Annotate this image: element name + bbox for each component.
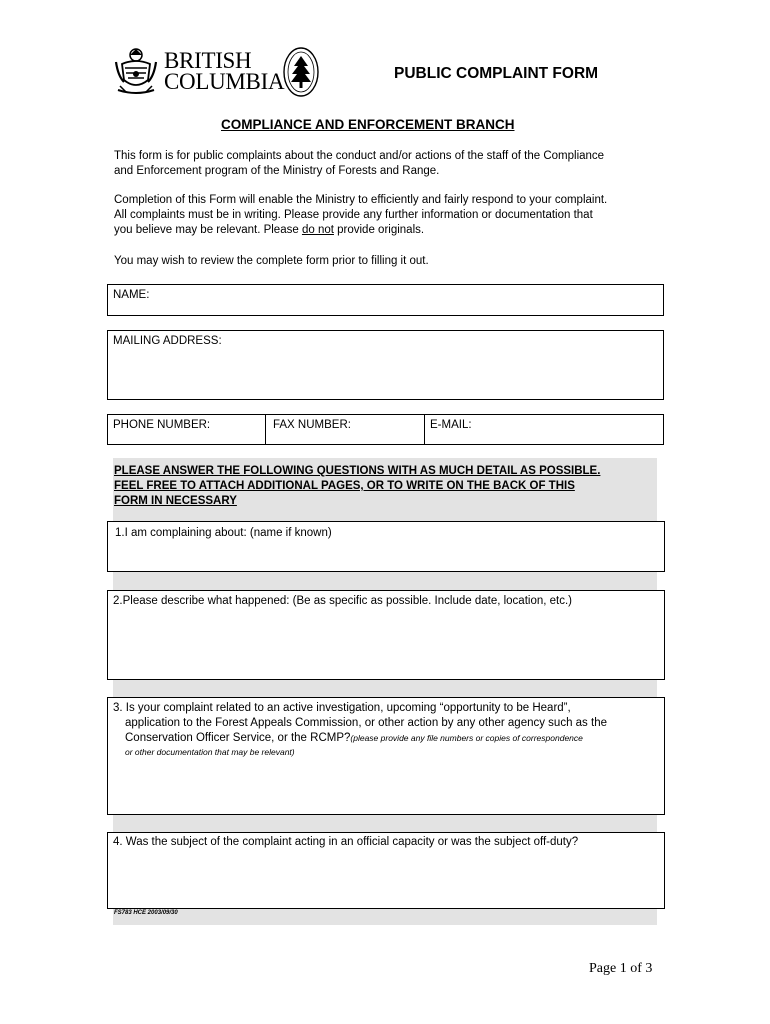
intro-p2-line3-c: provide originals. xyxy=(333,224,425,236)
question-4-label: 4. Was the subject of the complaint acting in an official capacity or was the subject off-duty? xyxy=(113,836,579,848)
intro-p2-line2: All complaints must be in writing. Please provide any further information or documentation that xyxy=(114,209,593,221)
question-2-label: 2.Please describe what happened: (Be as specific as possible. Include date, location, etc.) xyxy=(113,595,572,607)
instructions-line1: PLEASE ANSWER THE FOLLOWING QUESTIONS WITH AS MUCH DETAIL AS POSSIBLE. xyxy=(114,465,601,477)
fax-number-label: FAX NUMBER: xyxy=(273,419,351,431)
intro-paragraph-2 xyxy=(114,193,607,238)
form-code: FS783 HCE 2003/09/30 xyxy=(114,910,178,916)
do-not-emphasis: do not xyxy=(301,224,334,236)
phone-number-field[interactable] xyxy=(107,414,266,445)
mailing-address-field[interactable] xyxy=(107,330,664,400)
intro-p2-line3 xyxy=(114,223,607,238)
intro-p2-line1: Completion of this Form will enable the Ministry to efficiently and fairly respond to your complaint. xyxy=(114,194,608,206)
question-3-note-line2: or other documentation that may be relevant) xyxy=(125,747,295,757)
bc-logo-text xyxy=(164,50,284,92)
question-1-field[interactable] xyxy=(107,521,665,572)
form-title: PUBLIC COMPLAINT FORM xyxy=(394,65,599,82)
email-label: E-MAIL: xyxy=(430,419,472,431)
intro-paragraph-1 xyxy=(114,149,604,179)
intro-p2-line3-a: you believe may be relevant. Please xyxy=(114,224,302,236)
question-3-line3 xyxy=(113,731,607,746)
question-3-note-line1: (please provide any file numbers or copies of correspondence xyxy=(350,733,583,743)
ministry-seal-icon xyxy=(282,46,320,98)
email-field[interactable] xyxy=(424,414,664,445)
logo-line-1: BRITISH xyxy=(164,48,252,73)
name-label: NAME: xyxy=(113,289,150,301)
question-3-line3-text: Conservation Officer Service, or the RCMP? xyxy=(125,732,351,744)
question-3-line1: 3. Is your complaint related to an active investigation, upcoming “opportunity to be Heard”, xyxy=(113,702,571,714)
intro-p1-line2: and Enforcement program of the Ministry of Forests and Range. xyxy=(114,165,440,177)
question-1-label: 1.I am complaining about: (name if known) xyxy=(115,527,332,539)
bc-coat-of-arms-icon xyxy=(114,46,158,98)
instructions-line2: FEEL FREE TO ATTACH ADDITIONAL PAGES, OR TO WRITE ON THE BACK OF THIS xyxy=(114,480,575,492)
fax-number-field[interactable] xyxy=(265,414,425,445)
intro-paragraph-3: You may wish to review the complete form prior to filling it out. xyxy=(114,255,429,267)
instructions-line3: FORM IN NECESSARY xyxy=(114,495,237,507)
instructions-text xyxy=(114,464,600,509)
question-3-line2: application to the Forest Appeals Commission, or other action by any other agency such as the xyxy=(125,717,607,729)
question-3-label xyxy=(113,701,607,758)
logo-line-2: COLUMBIA xyxy=(164,69,285,94)
question-4-field[interactable] xyxy=(107,832,665,909)
page-number: Page 1 of 3 xyxy=(589,961,653,976)
question-2-field[interactable] xyxy=(107,590,665,680)
phone-number-label: PHONE NUMBER: xyxy=(113,419,211,431)
branch-title: COMPLIANCE AND ENFORCEMENT BRANCH xyxy=(221,117,515,132)
mailing-address-label: MAILING ADDRESS: xyxy=(113,335,222,347)
name-field[interactable] xyxy=(107,284,664,316)
intro-p1-line1: This form is for public complaints about the conduct and/or actions of the staff of the Compliance xyxy=(114,150,605,162)
question-3-field[interactable] xyxy=(107,697,665,815)
